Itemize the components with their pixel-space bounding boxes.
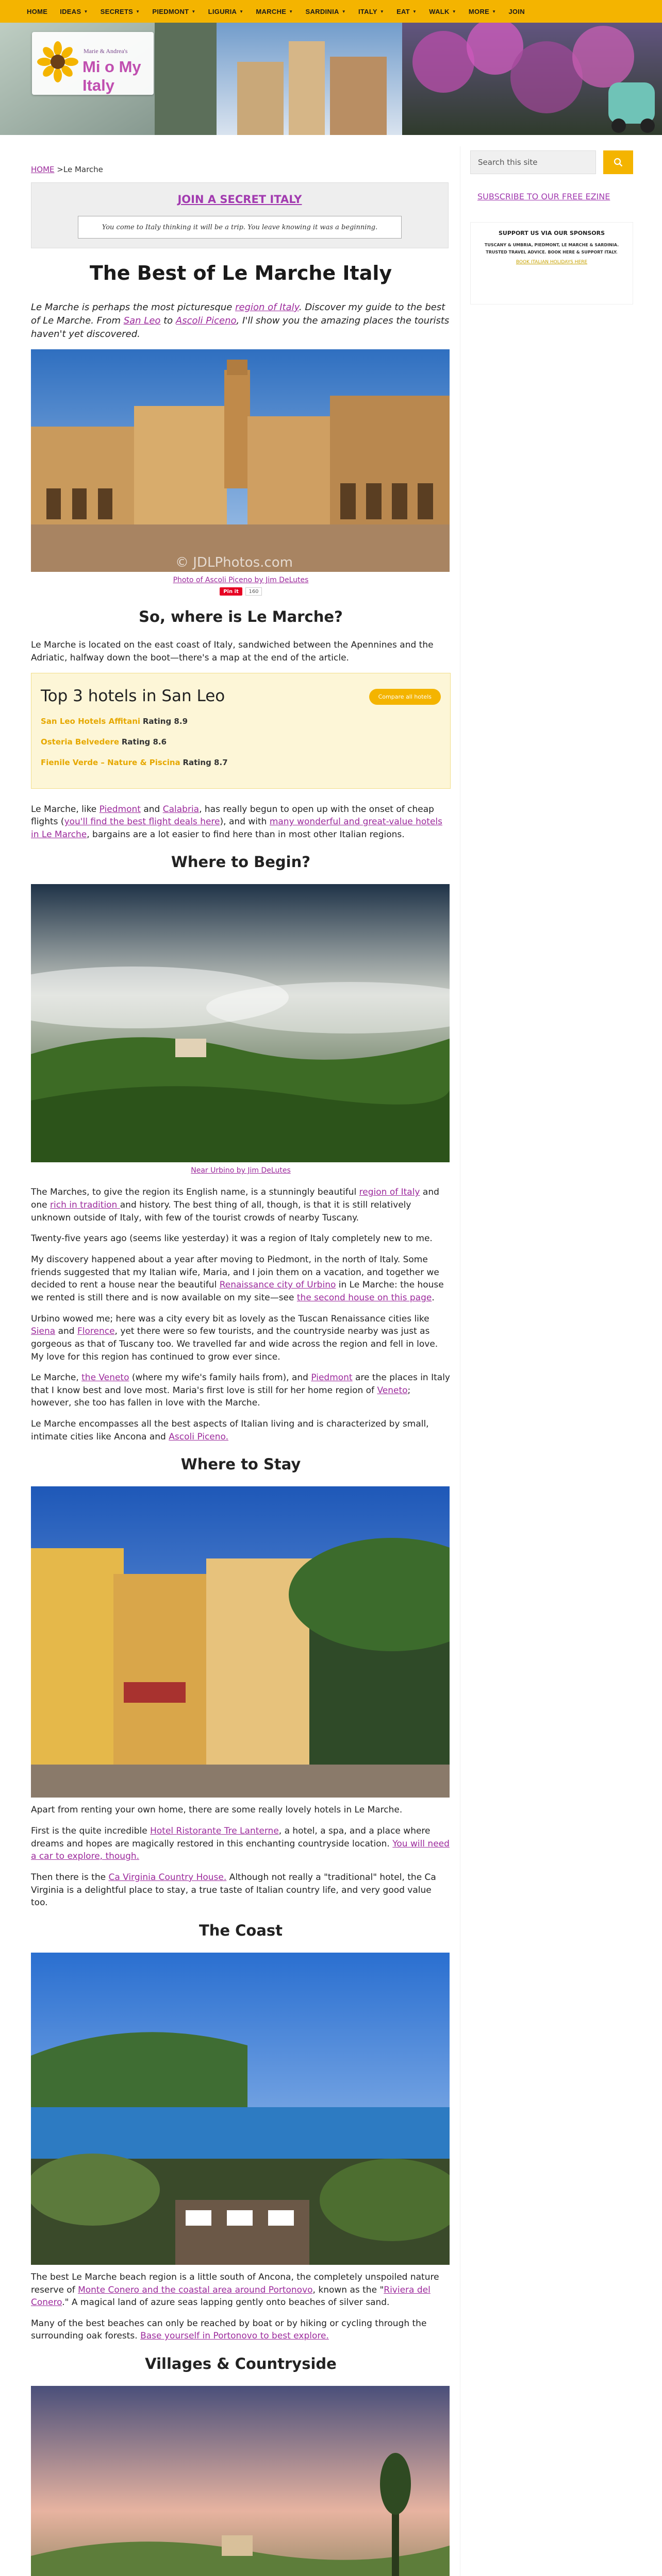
region-link[interactable]: region of Italy [359,1187,420,1198]
share-count: 160 [245,587,262,596]
photo-ascoli-piceno [31,349,450,572]
second-house-link[interactable]: the second house on this page [296,1292,432,1303]
nav-italy[interactable] [352,8,390,15]
nav-liguria-label: LIGURIA [208,7,237,15]
text: , known as the " [312,2284,384,2295]
ascoli-piceno-link[interactable]: Ascoli Piceno. [169,1431,229,1442]
text: , has really begun to open up with the onset of cheap flights ( [31,804,434,827]
hotel-name: Osteria Belvedere [41,737,120,747]
ascoli-piceno-link[interactable]: Ascoli Piceno [175,315,237,327]
nav-marche-label: MARCHE [256,7,287,15]
urbino-image [31,884,450,1162]
photo-caption [31,1166,451,1175]
hotels-title: Top 3 hotels in San Leo [41,686,225,705]
breadcrumb-home[interactable]: HOME [31,165,55,174]
veneto-paragraph [31,1371,451,1410]
hotel-name: Fienile Verde – Nature & Piscina [41,757,180,767]
heading-begin: Where to Begin? [171,853,311,871]
breadcrumb-separator: > [54,165,63,174]
like-paragraph [31,803,451,841]
sponsors-link[interactable]: BOOK ITALIAN HOLIDAYS HERE [516,260,588,265]
sidebar [470,150,633,304]
heading-villages: Villages & Countryside [145,2355,337,2373]
urbino-paragraph [31,1313,451,1364]
siena-link[interactable]: Siena [31,1326,56,1337]
beach-paragraph [31,2271,451,2309]
photo-urbino [31,884,450,1162]
nav-secrets-label: SECRETS [100,7,134,15]
ca-virginia-link[interactable]: Ca Virginia Country House. [108,1872,227,1883]
search-input[interactable]: Search this site [470,150,596,174]
nav-home-label: HOME [27,7,48,15]
text: Le Marche, like [31,804,100,815]
tradition-link[interactable]: rich in tradition [50,1200,120,1211]
site-logo[interactable] [32,32,154,95]
text: Many of the best beaches can only be reached by boat or by hiking or cycling through the surrounding oak forests. [31,2318,427,2342]
nav-eat[interactable] [390,8,423,15]
text: and history. The best thing of all, though, is that it is still relatively unknown outside of Italy, with few of the tourist crowds of nearby Tuscany. [31,1200,411,1223]
hotel-row[interactable] [41,717,441,726]
sunflower-icon [37,41,78,82]
nav-walk[interactable] [423,8,462,15]
photo-coast [31,1953,450,2265]
photo-countryside [31,2386,450,2576]
where-paragraph: Le Marche is located on the east coast of Italy, sandwiched between the Apennines and the Adriatic, halfway down the boot—there's a map at the end of the article. [31,640,434,663]
region-link[interactable]: region of Italy [235,302,299,313]
nav-marche[interactable] [250,8,299,15]
text: First is the quite incredible [31,1826,151,1837]
chevron-down-icon: ▼ [84,9,88,14]
nav-home[interactable] [21,8,54,15]
encompass-paragraph [31,1418,451,1443]
countryside-image [31,2386,450,2576]
heading-coast: The Coast [198,1921,283,1939]
chevron-down-icon: ▼ [379,9,385,14]
text: Urbino wowed me; here was a city every bit as lovely as the Tuscan Renaissance cities like [31,1313,429,1324]
page-title: The Best of Le Marche Italy [89,262,392,284]
nav-more-label: MORE [468,7,490,15]
nav-piedmont[interactable] [146,8,202,15]
text: Le Marche, [31,1372,82,1383]
heading-stay: Where to Stay [180,1455,301,1473]
nav-ideas-label: IDEAS [60,7,81,15]
chevron-down-icon: ▼ [452,9,456,14]
text: and [140,804,163,815]
nav-sardinia[interactable] [299,8,352,15]
caption-link[interactable]: Photo of Ascoli Piceno by Jim DeLutes [173,576,309,585]
chevron-down-icon: ▼ [191,9,196,14]
hotel-row[interactable] [41,758,441,767]
virginia-paragraph [31,1871,451,1909]
intro-paragraph [31,301,451,341]
subscribe-link[interactable]: SUBSCRIBE TO OUR FREE EZINE [477,192,610,201]
sponsors-box [470,222,633,304]
riviera-link[interactable]: Riviera del Conero [31,2284,431,2308]
breadcrumb [31,165,451,174]
secret-italy-box [31,182,449,248]
beaches-paragraph [31,2317,451,2343]
chevron-down-icon: ▼ [341,9,346,14]
text: ." A magical land of azure seas lapping gently onto beaches of silver sand. [62,2297,390,2308]
hotels-link[interactable]: many wonderful and great-value hotels in Le Marche [31,817,442,840]
hotel-name: San Leo Hotels Affitani [41,716,141,726]
text: and [55,1326,77,1337]
search-button[interactable] [603,150,633,174]
portonovo-link[interactable]: Base yourself in Portonovo to best explore. [140,2331,329,2342]
chevron-down-icon: ▼ [239,9,244,14]
text: . [432,1292,435,1303]
lanterne-paragraph [31,1825,451,1863]
heading-where: So, where is Le Marche? [139,608,343,626]
main-content [31,165,451,2576]
ascoli-piceno-image [31,349,450,572]
text: ), and with [220,817,270,827]
logo-tagline: Marie & Andrea's [84,47,128,55]
breadcrumb-current: Le Marche [63,165,103,174]
sponsors-heading: SUPPORT US VIA OUR SPONSORS [498,230,605,236]
join-secret-italy-link[interactable]: JOIN A SECRET ITALY [177,193,302,206]
nav-piedmont-label: PIEDMONT [152,7,189,15]
veneto-link[interactable]: the Veneto [81,1372,129,1383]
text: Although not really a "traditional" hotel, the Ca Virginia is a delightful place to stay, a true taste of Italian country life, and very good value too. [31,1872,436,1908]
text: in Le Marche: the house we rented is still there and is now available on my site—see [31,1280,444,1303]
text: The best Le Marche beach region is a little south of Ancona, the completely unspoiled nature reserve of [31,2272,439,2295]
photo-caption [31,576,451,584]
intro-text: . Discover my guide to the best of Le Marche. From [31,302,445,327]
nav-join[interactable] [502,8,531,15]
text: (where my wife's family hails from), and [129,1372,311,1383]
car-rental-link[interactable]: You will need a car to explore, though. [31,1838,450,1862]
hotel-rating: Rating 8.7 [183,757,228,767]
twenty-paragraph: Twenty-five years ago (seems like yesterday) it was a region of Italy completely new to me. [31,1233,433,1244]
flight-deals-link[interactable]: you'll find the best flight deals here [64,817,220,827]
intro-text: to [160,315,176,327]
intro-text: , I'll show you the amazing places the tourists haven't yet discovered. [31,315,450,340]
village-image [31,1486,450,1798]
text: Then there is the [31,1872,109,1883]
text: are the places in Italy that I know best and love most. Maria's first love is still for her home region of [31,1372,450,1396]
apart-paragraph: Apart from renting your own home, there are some really lovely hotels in Le Marche. [31,1805,403,1816]
chevron-down-icon: ▼ [136,9,140,14]
text: and one [31,1187,439,1211]
florence-link[interactable]: Florence [77,1326,115,1337]
compare-hotels-button[interactable]: Compare all hotels [369,689,441,705]
logo-brand: Mi o My Italy [82,58,141,94]
secret-quote-text: You come to Italy thinking it will be a trip. You leave knowing it was a beginning. [102,223,378,231]
san-leo-link[interactable]: San Leo [123,315,161,327]
urbino-link[interactable]: Renaissance city of Urbino [219,1280,336,1291]
search-icon [614,158,623,167]
text: My discovery happened about a year after moving to Piedmont, in the north of Italy. Some friends suggested that my Italian wife, Maria, and I join them on a vacation, and together we decided to rent a house near the beautiful [31,1255,439,1291]
chevron-down-icon: ▼ [492,9,496,14]
veneto-link[interactable]: Veneto [377,1385,408,1396]
text: Le Marche encompasses all the best aspects of Italian living and is characterized by small, intimate cities like Ancona and [31,1419,429,1442]
chevron-down-icon: ▼ [412,9,417,14]
pin-it-button[interactable]: Pin it [220,587,242,596]
text: , yet there were so few tourists, and the countryside nearby was just as gorgeous as that of Tuscany too. We travelled far and wide across the region and fell in love. My love for this region has continued to grow ever since. [31,1326,438,1362]
hotels-widget [31,673,451,789]
share-bar [31,587,451,596]
nav-secrets[interactable] [94,8,146,15]
nav-sardinia-label: SARDINIA [305,7,339,15]
secret-italy-quote [78,216,402,239]
sponsors-text: TUSCANY & UMBRIA, PIEDMONT, LE MARCHE & SARDINIA. TRUSTED TRAVEL ADVICE. BOOK HERE & SUPPORT ITALY. [484,243,619,255]
marches-paragraph [31,1186,451,1224]
text: , bargains are a lot easier to find here than in most other Italian regions. [87,829,405,840]
nav-ideas[interactable] [54,8,94,15]
photo-watermark: © JDLPhotos.com [175,555,293,571]
discovery-paragraph [31,1253,451,1304]
caption-link[interactable]: Near Urbino by Jim DeLutes [191,1166,291,1175]
piedmont-link[interactable]: Piedmont [311,1372,353,1383]
monte-conero-link[interactable]: Monte Conero and the coastal area around Portonovo [78,2284,313,2295]
chevron-down-icon: ▼ [289,9,293,14]
nav-liguria[interactable] [202,8,250,15]
calabria-link[interactable]: Calabria [162,804,200,815]
coast-image [31,1953,450,2265]
intro-text: Le Marche is perhaps the most picturesque [31,302,236,313]
nav-eat-label: EAT [396,7,410,15]
hotel-row[interactable] [41,737,441,747]
hotel-rating: Rating 8.6 [121,737,167,747]
text: ; however, she too has fallen in love with the Marche. [31,1385,411,1409]
nav-italy-label: ITALY [358,7,377,15]
hotel-rating: Rating 8.9 [142,716,188,726]
tre-lanterne-link[interactable]: Hotel Ristorante Tre Lanterne [150,1826,279,1837]
text: The Marches, to give the region its English name, is a stunningly beautiful [31,1187,359,1198]
piedmont-link[interactable]: Piedmont [99,804,141,815]
text: , a hotel, a spa, and a place where dreams and hopes are magically restored in this enchanting countryside location. [31,1826,431,1849]
nav-walk-label: WALK [429,7,450,15]
nav-more[interactable] [462,8,502,15]
photo-village [31,1486,450,1798]
search-bar [470,150,633,174]
top-nav [0,0,662,23]
nav-join-label: JOIN [508,7,525,15]
